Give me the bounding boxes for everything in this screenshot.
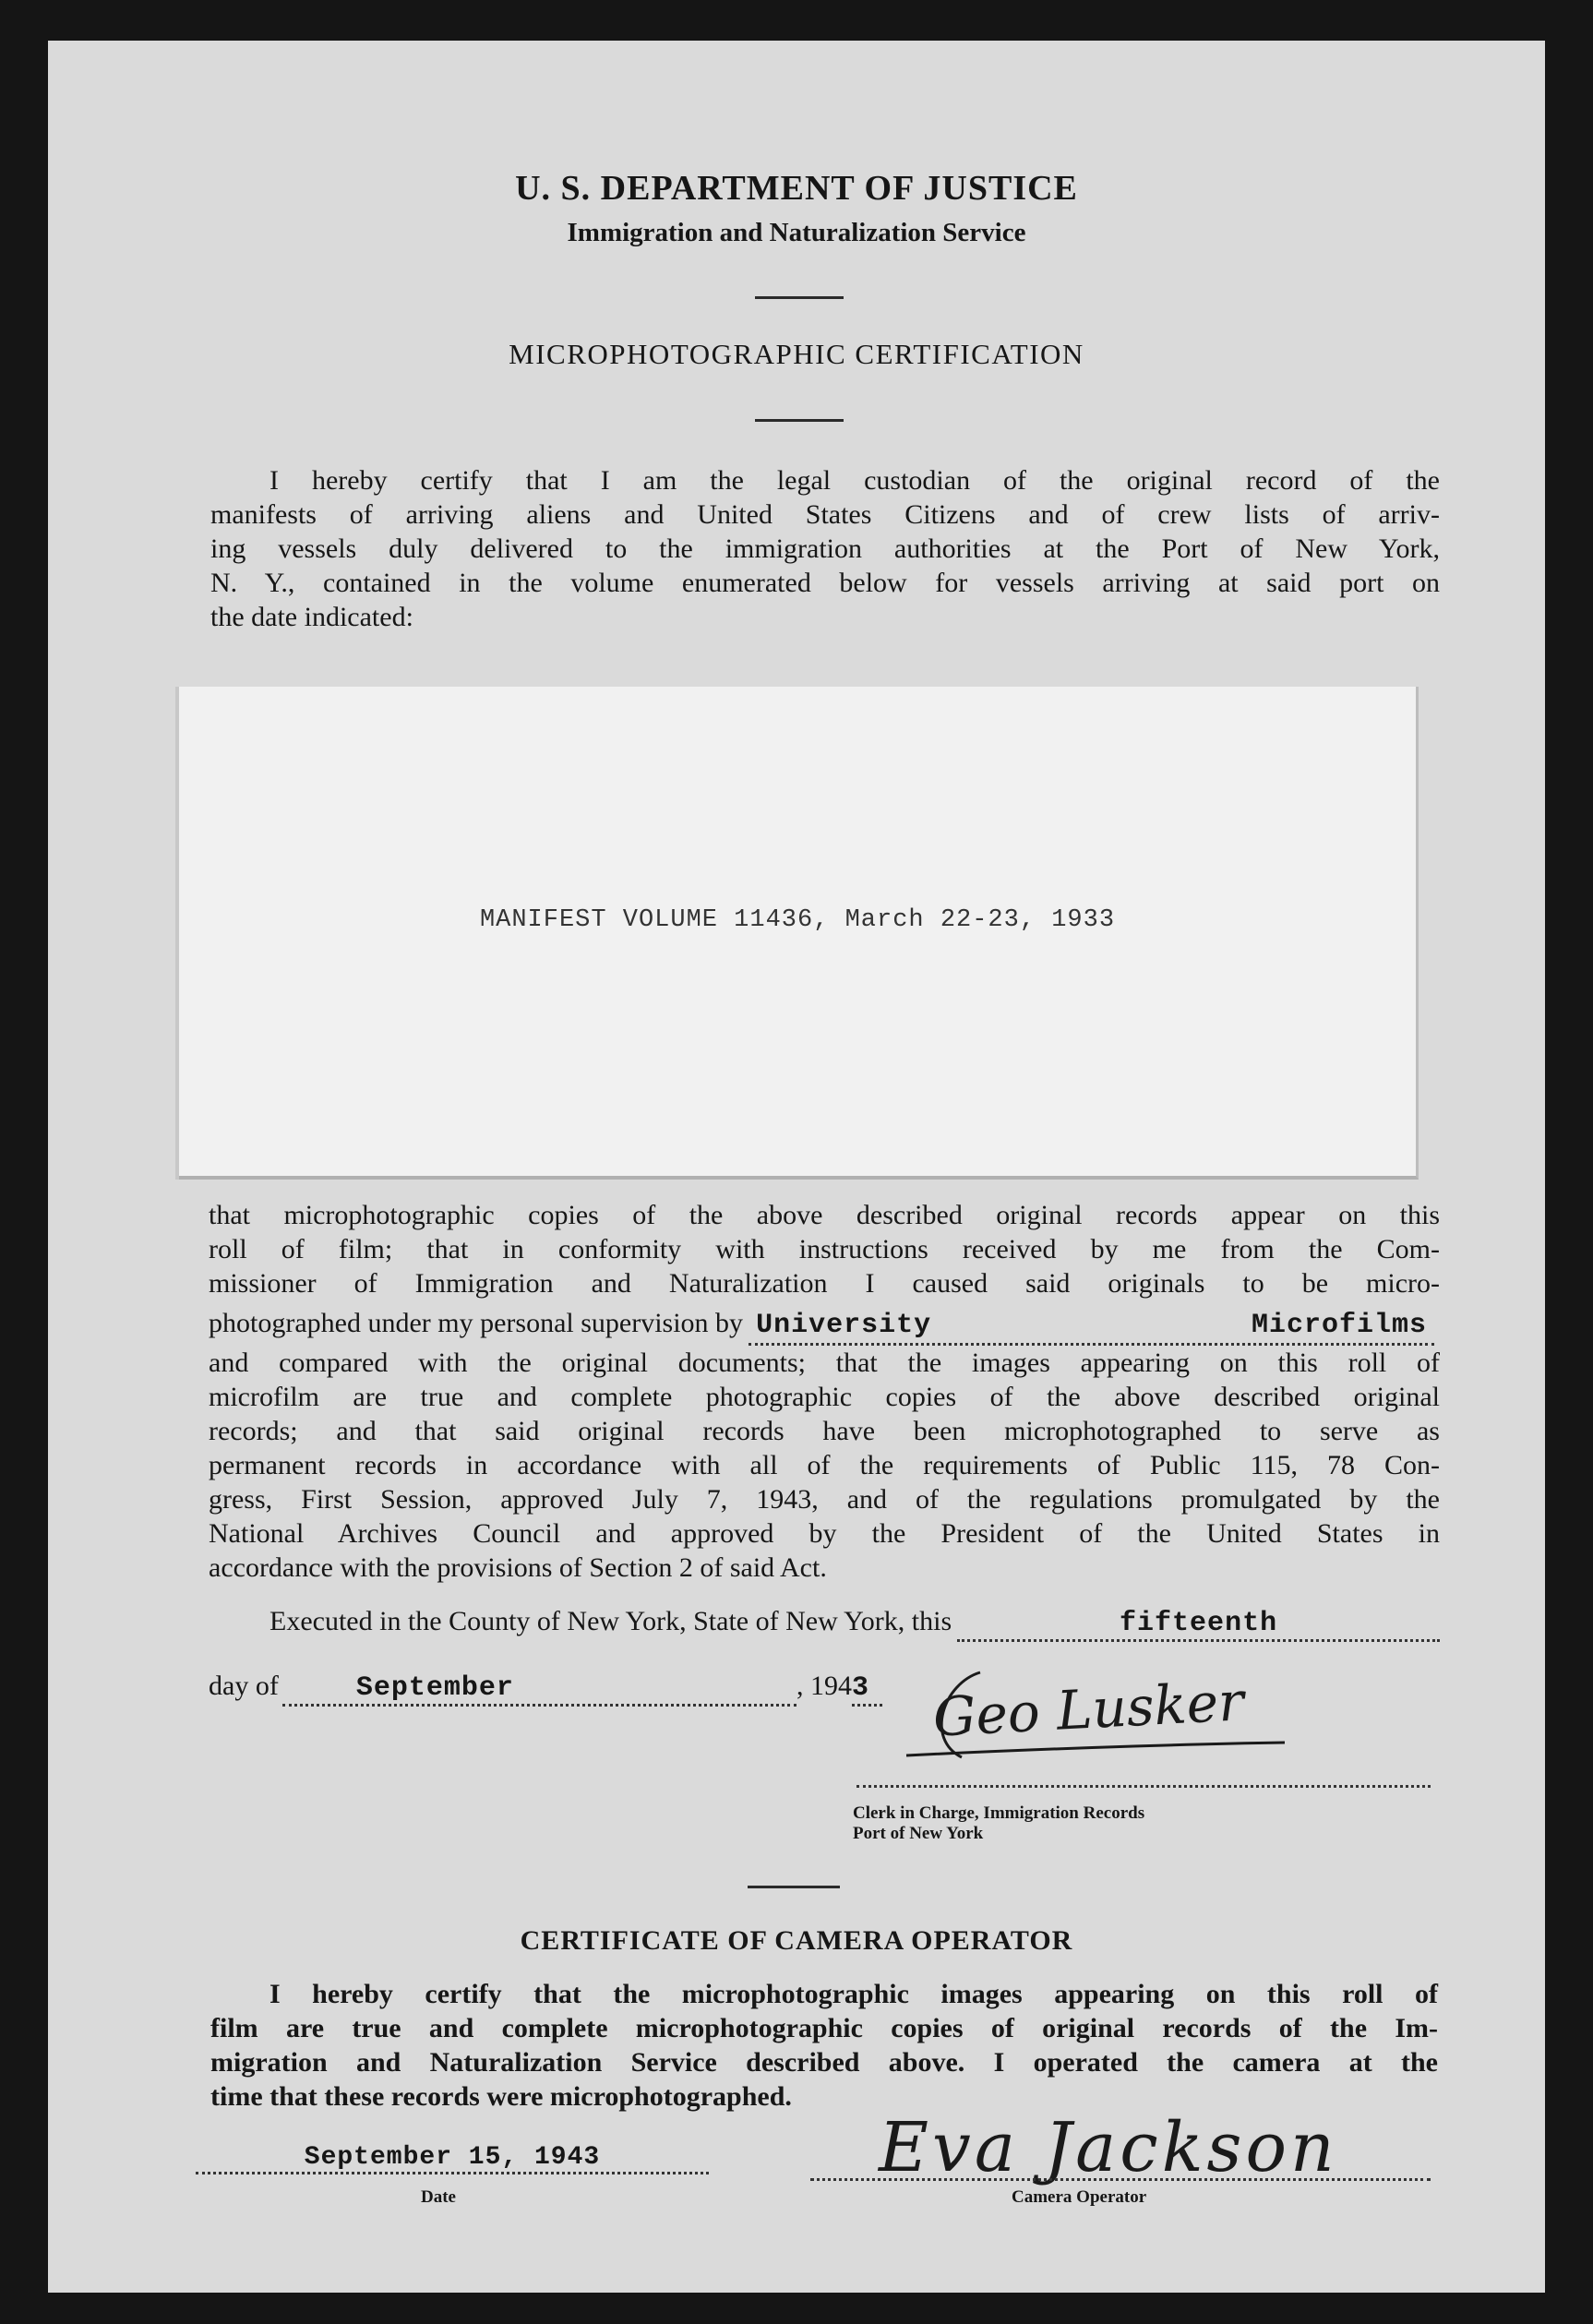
intro-line: N. Y., contained in the volume enumerated below for vessels arriving at said port on bbox=[210, 568, 1440, 598]
svg-text:Eva Jackson: Eva Jackson bbox=[879, 2108, 1338, 2187]
supervisor-name: University Microfilms bbox=[756, 1310, 1427, 1341]
camera-date-value: September 15, 1943 bbox=[304, 2143, 601, 2172]
camera-line: I hereby certify that the microphotographic images appearing on this roll of bbox=[269, 1979, 1438, 2009]
body-line: records; and that said original records have been microphotographed to serve as bbox=[209, 1416, 1440, 1446]
photographed-prefix: photographed under my personal supervision by bbox=[209, 1308, 744, 1338]
body-line: National Archives Council and approved by the President of the United States in bbox=[209, 1518, 1440, 1549]
body-line: that microphotographic copies of the above described original records appear on this bbox=[209, 1200, 1440, 1230]
divider bbox=[748, 1886, 840, 1888]
body-line: permanent records in accordance with all of the requirements of Public 115, 78 Con- bbox=[209, 1450, 1440, 1480]
service-subheading: Immigration and Naturalization Service bbox=[567, 218, 1026, 247]
clerk-signature-line bbox=[856, 1785, 1431, 1788]
camera-operator-label: Camera Operator bbox=[1012, 2187, 1147, 2207]
body-paragraph bbox=[209, 1198, 1440, 1585]
svg-text:Geo Lusker: Geo Lusker bbox=[931, 1670, 1246, 1749]
body-line: accordance with the provisions of Section 2 of said Act. bbox=[209, 1552, 827, 1583]
supervisor-field bbox=[749, 1306, 1434, 1346]
execution-line bbox=[269, 1606, 1440, 1642]
camera-line: film are true and complete microphotographic copies of original records of the Im- bbox=[210, 2013, 1438, 2043]
execution-month: September bbox=[355, 1672, 514, 1704]
camera-date-field bbox=[196, 2141, 709, 2174]
intro-line: ing vessels duly delivered to the immigration authorities at the Port of New York, bbox=[210, 533, 1440, 564]
body-line: gress, First Session, approved July 7, 1943, and of the regulations promulgated by the bbox=[209, 1484, 1440, 1515]
intro-line: the date indicated: bbox=[210, 602, 413, 632]
camera-line: time that these records were microphotographed. bbox=[210, 2081, 792, 2112]
camera-certificate-title: CERTIFICATE OF CAMERA OPERATOR bbox=[520, 1925, 1073, 1956]
year-digit: 3 bbox=[852, 1672, 882, 1707]
body-line: missioner of Immigration and Naturalization I caused said originals to be micro- bbox=[209, 1268, 1440, 1299]
intro-paragraph bbox=[210, 463, 1440, 634]
divider bbox=[755, 296, 844, 299]
clerk-title-line1: Clerk in Charge, Immigration Records bbox=[853, 1803, 1145, 1823]
manifest-insert-card bbox=[179, 687, 1419, 1180]
clerk-signature bbox=[869, 1665, 1303, 1785]
camera-line: migration and Naturalization Service described above. I operated the camera at the bbox=[210, 2047, 1438, 2078]
day-of-label: day of bbox=[209, 1671, 279, 1701]
camera-operator-signature-line bbox=[810, 2178, 1431, 2181]
body-line: roll of film; that in conformity with instructions received by me from the Com- bbox=[209, 1234, 1440, 1264]
department-heading: U. S. DEPARTMENT OF JUSTICE bbox=[515, 169, 1078, 208]
manifest-volume-text: MANIFEST VOLUME 11436, March 22-23, 1933 bbox=[479, 906, 1116, 934]
day-field bbox=[957, 1606, 1440, 1642]
date-line bbox=[209, 1671, 882, 1707]
clerk-title bbox=[853, 1803, 1144, 1844]
intro-line: manifests of arriving aliens and United States Citizens and of crew lists of arriv- bbox=[210, 499, 1440, 530]
body-line: and compared with the original documents; that the images appearing on this roll of bbox=[209, 1348, 1440, 1378]
year-prefix: , 194 bbox=[796, 1671, 852, 1701]
intro-line: I hereby certify that I am the legal custodian of the original record of the bbox=[269, 465, 1440, 496]
supervisor-line bbox=[209, 1306, 1440, 1346]
date-label: Date bbox=[421, 2187, 456, 2207]
execution-day: fifteenth bbox=[1120, 1608, 1278, 1639]
certificate-page bbox=[48, 41, 1545, 2293]
certification-title: MICROPHOTOGRAPHIC CERTIFICATION bbox=[509, 338, 1084, 370]
clerk-title-line2: Port of New York bbox=[853, 1824, 984, 1843]
body-line: microfilm are true and complete photographic copies of the above described original bbox=[209, 1382, 1440, 1412]
month-field bbox=[282, 1671, 796, 1707]
execution-prefix: Executed in the County of New York, State of New York, this bbox=[269, 1606, 952, 1636]
divider bbox=[755, 419, 844, 422]
